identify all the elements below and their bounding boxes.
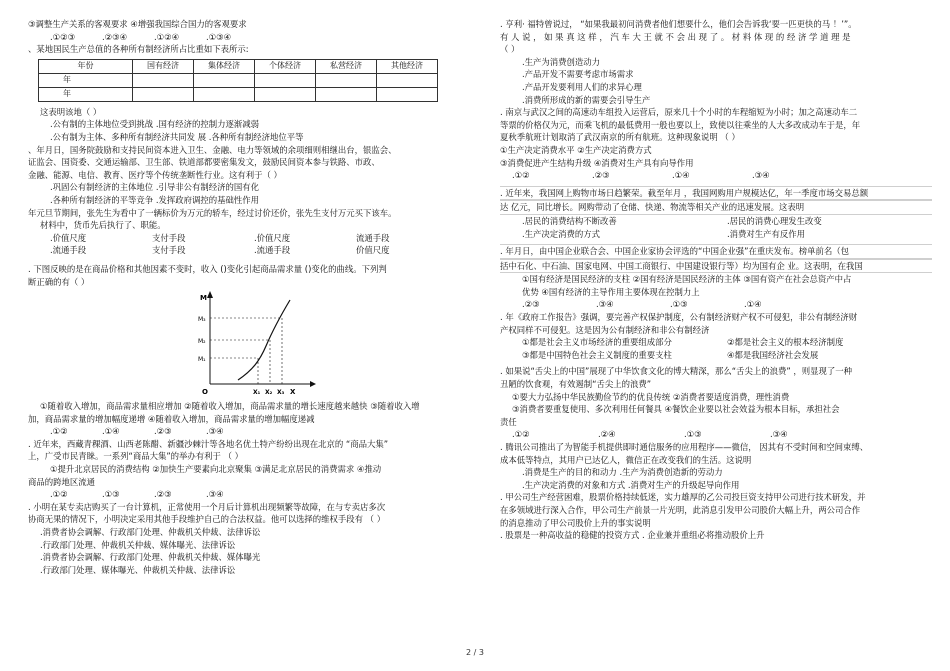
text-line: 金融、能源、电信、教育、医疗等个传统垄断性行业。这有利于（ ） [28,169,282,180]
table-header: 集体经济 [194,59,255,73]
option: .①④ [672,170,690,181]
table-header: 年份 [39,59,133,73]
table-cell: 年 [39,87,133,101]
option: .②③ [592,170,610,181]
table-cell [133,73,194,87]
option: .①② [50,489,68,500]
text-line: 成本低等特点，其用户已达亿人，微信正在改变我们的生活。这说明 [500,454,752,465]
text-line: 断正确的有（ ） [28,276,90,287]
text-line: 加，商品需求量的增加幅度递增 ④随着收入增加，商品需求量的增加幅度递减 [28,413,315,424]
option: .②③ [154,489,172,500]
table-header: 个体经济 [255,59,316,73]
text-line: .消费者协会调解、行政部门处理、仲裁机关仲裁、法律诉讼 [40,527,261,538]
option: .③④ [206,426,224,437]
option: .②④ [598,429,616,440]
text-line: .行政部门处理、媒体曝光、仲裁机关仲裁、法律诉讼 [40,564,236,575]
text-line: .消费所形成的新的需要会引导生产 [522,94,651,105]
demand-curve-diagram [198,288,318,398]
option: .②③ [154,426,172,437]
option: .流通手段 [50,245,87,256]
left-column [28,18,458,576]
option: ③都是中国特色社会主义制度的重要支柱 [522,349,672,360]
table-header: 国有经济 [133,59,194,73]
text-line: .产品开发要利用人们的求异心理 [522,81,642,92]
text-line: . 下图反映的是在商品价格和其他因素不变时，收入 ()变化引起商品需求量 ()变化的曲线。下列判 [28,263,387,274]
text-line: 责任 [500,416,517,427]
text-line: 括中石化、中石油、国家电网、中国工商银行、中国建设银行等）均为国有企 业。这表明，在我国 [500,259,932,274]
text-line: . 南京与武汉之间的高速动车组投入运营后，原来几十个小时的车程缩短为小时；加之高速动车二 [500,107,858,118]
option: .①③④ [206,31,232,42]
x-tick-label: X₃ [277,389,285,397]
text-line: . 亨利· 福特曾说过， “如果我最初问消费者他们想要什么，他们会告诉我‘要一匹更快的马 ！’”。 [500,19,857,29]
option: .价值尺度 [254,232,291,243]
option: .①④ [102,426,120,437]
table-cell [194,73,255,87]
option: .②③④ [102,31,128,42]
text-line: 有 人 说 ， 如 果 真 这 样 ， 汽 车 大 王 就 不 会 出 现 了 。 材 料 体 现 的 经 济 学 道 理 是 [500,31,851,42]
option: .②③ [522,299,540,310]
option: .③④ [752,170,770,181]
option: .③④ [596,299,614,310]
text-line: ①生产决定消费水平 ②生产决定消费方式 [500,144,652,155]
x-tick-label: X₁ [253,389,261,397]
text-line: 夏秋季航班计划取消了武汉南京的所有航班。这种现象说明 （ ） [500,132,740,143]
option: 流通手段 [356,232,390,243]
text-line: .公有制的主体地位受到挑战 .国有经济的控制力逐渐减弱 [50,119,259,130]
text-line: ③消费促进产生结构升级 ④消费对生产具有向导作用 [500,157,694,168]
table-header-row [39,59,438,73]
text-line: 优势 ④国有经济的主导作用主要体现在控制力上 [522,286,700,297]
text-line: . 近年来，西藏青稞酒、山西老陈醋、新疆沙棘汁等各地名优土特产纷纷出现在北京的 “商品大集” [28,438,389,449]
text-line: 达 亿元，同比增长。网购带动了仓储、快递、物流等相关产业的迅速发展。这表明 [500,200,932,215]
text-line: 的消息推动了甲公司股价上升的事实说明 [500,517,651,528]
text-line: 年元旦节期间，张先生为看中了一辆标价为万元的轿车，经过讨价还价，张先生支付万元买下该车。 [28,207,397,218]
text-line: 、年月日，国务院鼓励和支持民间资本进入卫生、金融、电力等领域的余项细则相继出台，银监会、 [28,144,397,155]
origin-label: O [202,388,208,397]
text-line: 丑陋的饮食观，有效遏制“舌尖上的浪费” [500,379,652,390]
table-cell [316,87,377,101]
text-line: ③消费者要重复使用、多次利用任何餐具 ④餐饮企业要以社会效益为根本目标，承担社会 [512,404,840,415]
text-line: ①国有经济是国民经济的支柱 ②国有经济是国民经济的主体 ③国有资产在社会总资产中占 [522,274,852,285]
answer-options [28,488,458,501]
y-tick-label: M₃ [198,316,206,324]
answer-options [500,215,932,240]
text-line: . 腾讯公司推出了为智能手机提供即时通信服务的应用程序——微信， 因其有不受时间和空间束缚、 [500,442,869,452]
y-tick-label: M₂ [198,338,206,346]
table-cell [255,73,316,87]
right-column [500,18,932,542]
text-line: 证监会、国资委、交通运输部、卫生部、铁道部都要密集发文，鼓励民间资本参与铁路、市政、 [28,157,380,168]
table-cell: 年 [39,73,133,87]
option: 价值尺度 [356,245,390,256]
table-header: 私营经济 [316,59,377,73]
option: .流通手段 [254,245,291,256]
text-line: 上，广受市民青睐。一系列“商品大集”的举办有利于 （ ） [28,451,244,462]
text-line: 等票的价格仅为元，而乘飞机的最低费用一般也要以上，致使以往乘坐的人大多改成动车于是，年 [500,119,861,130]
x-axis-label: X [290,388,296,397]
answer-options [500,169,932,182]
answer-options [500,428,932,441]
table-row [39,73,438,87]
text-line: ①随着收入增加，商品需求量相应增加 ②随着收入增加，商品需求量的增长速度越来越快 ③随着收入增 [40,401,420,412]
table-cell [377,87,438,101]
option: ②都是社会主义的根本经济制度 [727,337,844,348]
option: .消费对生产有反作用 [727,228,806,239]
text-line: ①提升北京居民的消费结构 ②加快生产要素向北京聚集 ③满足北京居民的消费需求 ④推动 [50,464,382,475]
option: .①② [50,426,68,437]
option: ④都是我国经济社会发展 [727,349,819,360]
option: .①②④ [154,31,180,42]
option: ①都是社会主义市场经济的重要组成部分 [522,337,672,348]
answer-options [500,336,932,361]
text-line: ③调整生产关系的客观要求 ④增强我国综合国力的客观要求 [28,19,247,29]
text-line: .行政部门处理、仲裁机关仲裁、媒体曝光、法律诉讼 [40,539,236,550]
table-header: 其他经济 [377,59,438,73]
y-axis-label: M [200,294,207,303]
text-line: . 近年来，我国网上购物市场日趋繁荣。截至年月 ，我国网购用户规模达亿，年一季度市场交易总额 [500,186,932,201]
text-line: .公有制为主体、多种所有制经济共同发 展 .各种所有制经济地位平等 [50,131,304,142]
text-line: . 年月日，由中国企业联合会、中国企业家协会评选的“中国企业强”在重庆发布。榜单前名（包 [500,244,932,259]
option: .①③ [670,299,688,310]
text-line: 在多领域进行深入合作，甲公司生产前景一片光明，此消息引发甲公司股价大幅上升，两公司合作 [500,504,861,515]
y-tick-label: M₁ [198,356,206,364]
text-line: .巩固公有制经济的主体地位 .引导非公有制经济的国有化 [50,182,259,193]
table-cell [316,73,377,87]
text-line: .各种所有制经济的平等竞争 .发挥政府调控的基础性作用 [50,194,259,205]
option: 支付手段 [152,232,186,243]
option: .价值尺度 [50,232,87,243]
page-number: 2 / 3 [466,648,484,657]
text-line: 这表明该地（ ） [40,106,102,117]
option: .生产决定消费的方式 [522,228,601,239]
text-line: 协商无果的情况下，小明决定采用其他手段维护自己的合法权益。他可以选择的维权手段有 （ ） [28,514,386,525]
text-line: 材料中，货币先后执行了、职能。 [40,220,166,231]
option: .①②③ [50,31,76,42]
table-cell [255,87,316,101]
text-line: .生产决定消费的对象和方式 .消费对生产的升级起导向作用 [522,479,740,490]
option: .③④ [770,429,788,440]
option: .①② [512,170,530,181]
text-line: .产品开发不需要考虑市场需求 [522,69,634,80]
money-options [28,232,458,257]
text-line: .消费是生产的目的和动力 .生产为消费创造新的劳动力 [522,467,723,478]
x-axis-arrow [310,381,316,387]
y-axis-arrow [207,291,213,298]
table-cell [133,87,194,101]
option: .①③ [684,429,702,440]
text-line: .消费者协会调解、行政部门处理、仲裁机关仲裁、媒体曝光 [40,552,261,563]
text-line: . 年《政府工作报告》强调，要完善产权保护制度，公有制经济财产权不可侵犯，非公有制经济财 [500,312,858,323]
question-text: 、某地国民生产总值的各种所有制经济所占比重如下表所示: [28,44,249,55]
option: .居民的消费心理发生改变 [727,215,822,226]
option: 支付手段 [152,245,186,256]
text-line: . 股票是一种高收益的稳健的投资方式 . 企业兼并重组必将推动股价上升 [500,530,765,541]
table-cell [377,73,438,87]
table-row [39,87,438,101]
x-tick-label: X₂ [265,389,273,397]
option: .①③ [102,489,120,500]
answer-options [28,425,458,438]
option: .居民的消费结构不断改善 [522,215,617,226]
text-line: . 小明在某专卖店购买了一台计算机，正常使用一个月后计算机出现频繁等故障，在与专卖店多次 [28,501,386,512]
text-line: . 如果说“舌尖上的中国”展现了中华饮食文化的博大精深，那么“舌尖上的浪费” ，则显现了一种 [500,366,852,377]
text-line: . 甲公司生产经营困难，股票价格持续低迷，实力雄厚的乙公司投巨资支持甲公司进行技术研发，并 [500,492,866,503]
option: .③④ [206,489,224,500]
text-line: 商品的跨地区流通 [28,476,95,487]
answer-options [28,31,458,44]
table-cell [194,87,255,101]
text-line: （ ） [500,44,520,55]
text-line: ①要大力弘扬中华民族勤俭节约的优良传统 ②消费者要适度消费，理性消费 [512,391,790,402]
option: .①② [512,429,530,440]
text-line: .生产为消费创造动力 [522,56,601,67]
answer-options [500,298,932,311]
ownership-table [38,59,438,102]
option: .①④ [744,299,762,310]
income-demand-figure [28,288,458,400]
text-line: 产权同样不可侵犯。这是因为公有制经济和非公有制经济 [500,324,710,335]
